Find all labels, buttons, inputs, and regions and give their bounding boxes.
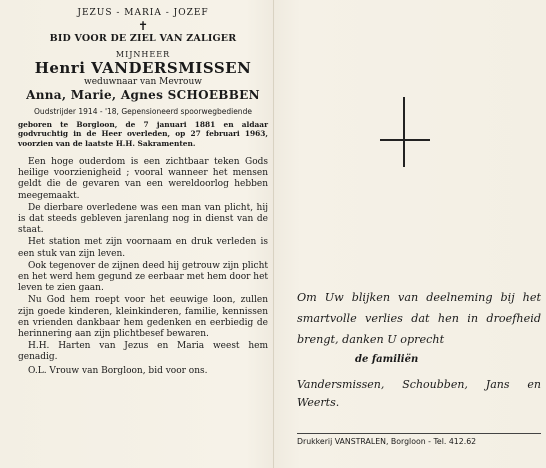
paragraph: H.H. Harten van Jezus en Maria weest hem genadig. [18, 341, 268, 363]
small-cross-icon: ✝ [137, 19, 149, 33]
title-label: MIJNHEER [115, 50, 171, 59]
left-panel [18, 0, 268, 378]
prayer-heading: BID VOOR DE ZIEL VAN ZALIGER [49, 33, 237, 44]
paragraph: Nu God hem roept voor het eeuwige loon, zullen zijn goede kinderen, kleinkinderen, familie, kennissen en vrienden dankbaar hem gedenken en eerbiedig de herinnering aan zijn plichtbesef bewaren. [18, 295, 268, 339]
paragraph: Ook tegenover de zijnen deed hij getrouw zijn plicht en het werd hem gegund ze eerbaar met hem door het leven te zien gaan. [18, 260, 269, 294]
veteran-line: Oudstrijder 1914 - '18, Gepensioneerd spoorwegbediende [34, 107, 252, 116]
widower-line: weduwnaar van Mevrouw [84, 77, 202, 87]
cross-vertical-bar [403, 97, 405, 167]
cross-horizontal-bar [380, 139, 430, 141]
deceased-name: Henri VANDERSMISSEN [34, 59, 252, 77]
birth-death-text: geboren te Borgloon, de 7 januari 1881 en aldaar godvruchtig in de Heer overleden, op 27 februari 1963, voorzien van de laatste H.H. Sakramenten. [18, 120, 268, 148]
paragraph: Een hoge ouderdom is een zichtbaar teken Gods heilige voorzienigheid ; vooral wanneer het mensen geldt die de gevaren van een wereldoorlog hebben meegemaakt. [18, 156, 268, 201]
paragraph: Het station met zijn voornaam en druk verleden is een stuk van zijn leven. [18, 237, 268, 259]
closing-prayer: O.L. Vrouw van Borgloon, bid voor ons. [28, 365, 208, 376]
fold-line [273, 0, 274, 468]
wife-name: Anna, Marie, Agnes SCHOEBBEN [26, 88, 260, 102]
paragraph: De dierbare overledene was een man van plicht, hij is dat steeds gebleven jarenlang nog in dienst van de staat. [18, 202, 268, 236]
family-names: Vandersmissen, Schoubben, Jans en Weerts. [297, 378, 541, 409]
header-names: JEZUS - MARIA - JOZEF [77, 8, 209, 18]
thanks-text: Om Uw blijken van deelneming bij het smartvolle verlies dat hen in droefheid brengt, danken U oprecht [297, 291, 541, 346]
families-label: de familiën [355, 354, 419, 365]
memorial-text [18, 157, 268, 377]
large-cross-icon [380, 97, 444, 167]
printer-line: Drukkerij VANSTRALEN, Borgloon - Tel. 412.62 [297, 433, 541, 446]
